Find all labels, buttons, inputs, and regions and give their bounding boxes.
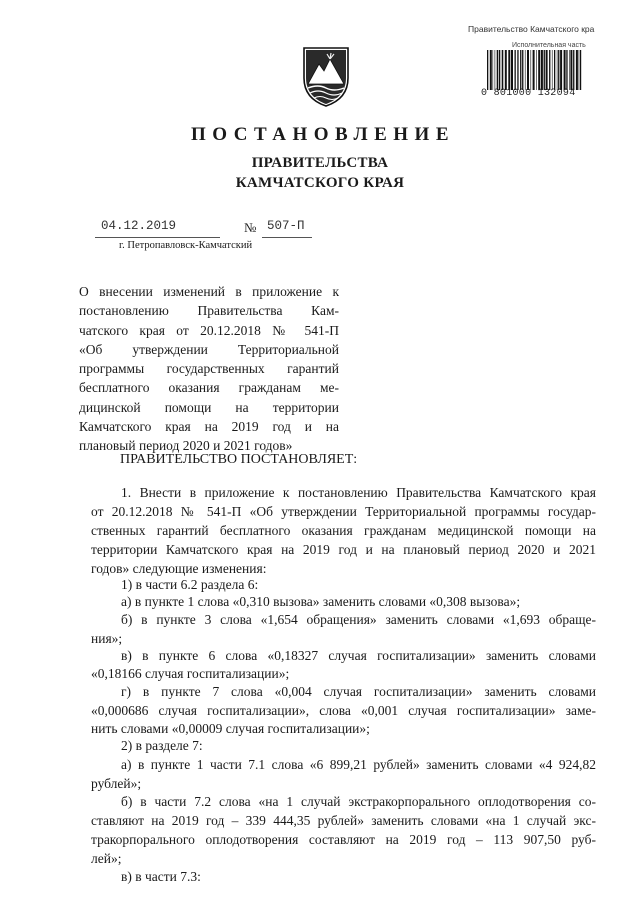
subject-line: бесплатного оказания гражданам ме- <box>79 380 339 396</box>
body-line: ставляют на 2019 год – 339 444,35 рублей» заменить словами «на 1 случай экс- <box>91 813 596 828</box>
subject-line: дицинской помощи на территории <box>79 399 339 415</box>
document-date: 04.12.2019 <box>101 219 177 233</box>
body-line: а) в пункте 1 части 7.1 слова «6 899,21 рублей» заменить словами «4 924,82 <box>121 757 596 772</box>
subject-block <box>79 282 339 456</box>
body-line: «0,18166 случая госпитализации»; <box>91 666 290 681</box>
body-line: в) в пункте 6 слова «0,18327 случая госпитализации» заменить словами <box>121 648 596 663</box>
body-line: ния»; <box>91 631 123 646</box>
subject-line: постановлению Правительства Кам- <box>79 303 339 319</box>
body-line: тракорпорального оплодотворения составляют на 2019 год – 113 907,50 руб- <box>91 832 596 847</box>
body-line: г) в пункте 7 слова «0,004 случая госпитализации» заменить словами <box>121 684 596 699</box>
body-line: б) в части 7.2 слова «на 1 случай экстракорпорального оплодотворения со- <box>121 794 596 809</box>
body-line: «0,000686 случая госпитализации», слова «0,001 случая госпитализации» заме- <box>91 703 596 718</box>
barcode-number: 0 801000 132094 <box>481 88 576 99</box>
body-line: 2) в разделе 7: <box>121 738 203 753</box>
body-line: 1. Внести в приложение к постановлению Правительства Камчатского края <box>121 485 596 500</box>
subject-line: чатского края от 20.12.2018 № 541-П <box>79 322 339 338</box>
kamchatka-emblem-icon <box>300 44 352 108</box>
body-line: б) в пункте 3 слова «1,654 обращения» заменить словами «1,693 обраще- <box>121 612 596 627</box>
government-line-1: ПРАВИТЕЛЬСТВА <box>251 155 389 171</box>
government-line-2: КАМЧАТСКОГО КРАЯ <box>235 175 405 191</box>
subject-line: программы государственных гарантий <box>79 361 339 377</box>
number-label: № <box>244 220 257 235</box>
body-line: ственных гарантий бесплатного оказания гражданам медицинской помощи на <box>91 523 596 538</box>
barcode <box>486 50 584 90</box>
subject-line: О внесении изменений в приложение к <box>79 284 339 299</box>
body-line: а) в пункте 1 слова «0,310 вызова» заменить словами «0,308 вызова»; <box>121 594 521 609</box>
stamp-organization: Правительство Камчатского кра <box>468 24 595 34</box>
number-underline <box>262 237 312 238</box>
date-underline <box>95 237 220 238</box>
body-line: лей»; <box>91 851 122 866</box>
document-title: ПОСТАНОВЛЕНИЕ <box>190 124 456 145</box>
body-line: нить словами «0,00009 случая госпитализации»; <box>91 721 370 736</box>
body-line: рублей»; <box>91 776 142 791</box>
document-number: 507-П <box>267 219 305 233</box>
stamp-note: Исполнительная часть <box>512 42 586 49</box>
body-line: годов» следующие изменения: <box>91 561 267 576</box>
body-line: в) в части 7.3: <box>121 869 201 884</box>
subject-line: Камчатского края на 2019 год и на <box>79 419 339 435</box>
body-line: от 20.12.2018 № 541-П «Об утверждении Территориальной программы государ- <box>91 504 596 519</box>
decree-heading: ПРАВИТЕЛЬСТВО ПОСТАНОВЛЯЕТ: <box>120 452 358 467</box>
body-line: 1) в части 6.2 раздела 6: <box>121 577 259 592</box>
subject-line: плановый период 2020 и 2021 годов» <box>79 438 293 454</box>
body-line: территории Камчатского края на 2019 год и на плановый период 2020 и 2021 <box>91 542 596 557</box>
subject-line: «Об утверждении Территориальной <box>79 341 339 357</box>
city: г. Петропавловск-Камчатский <box>119 240 253 251</box>
